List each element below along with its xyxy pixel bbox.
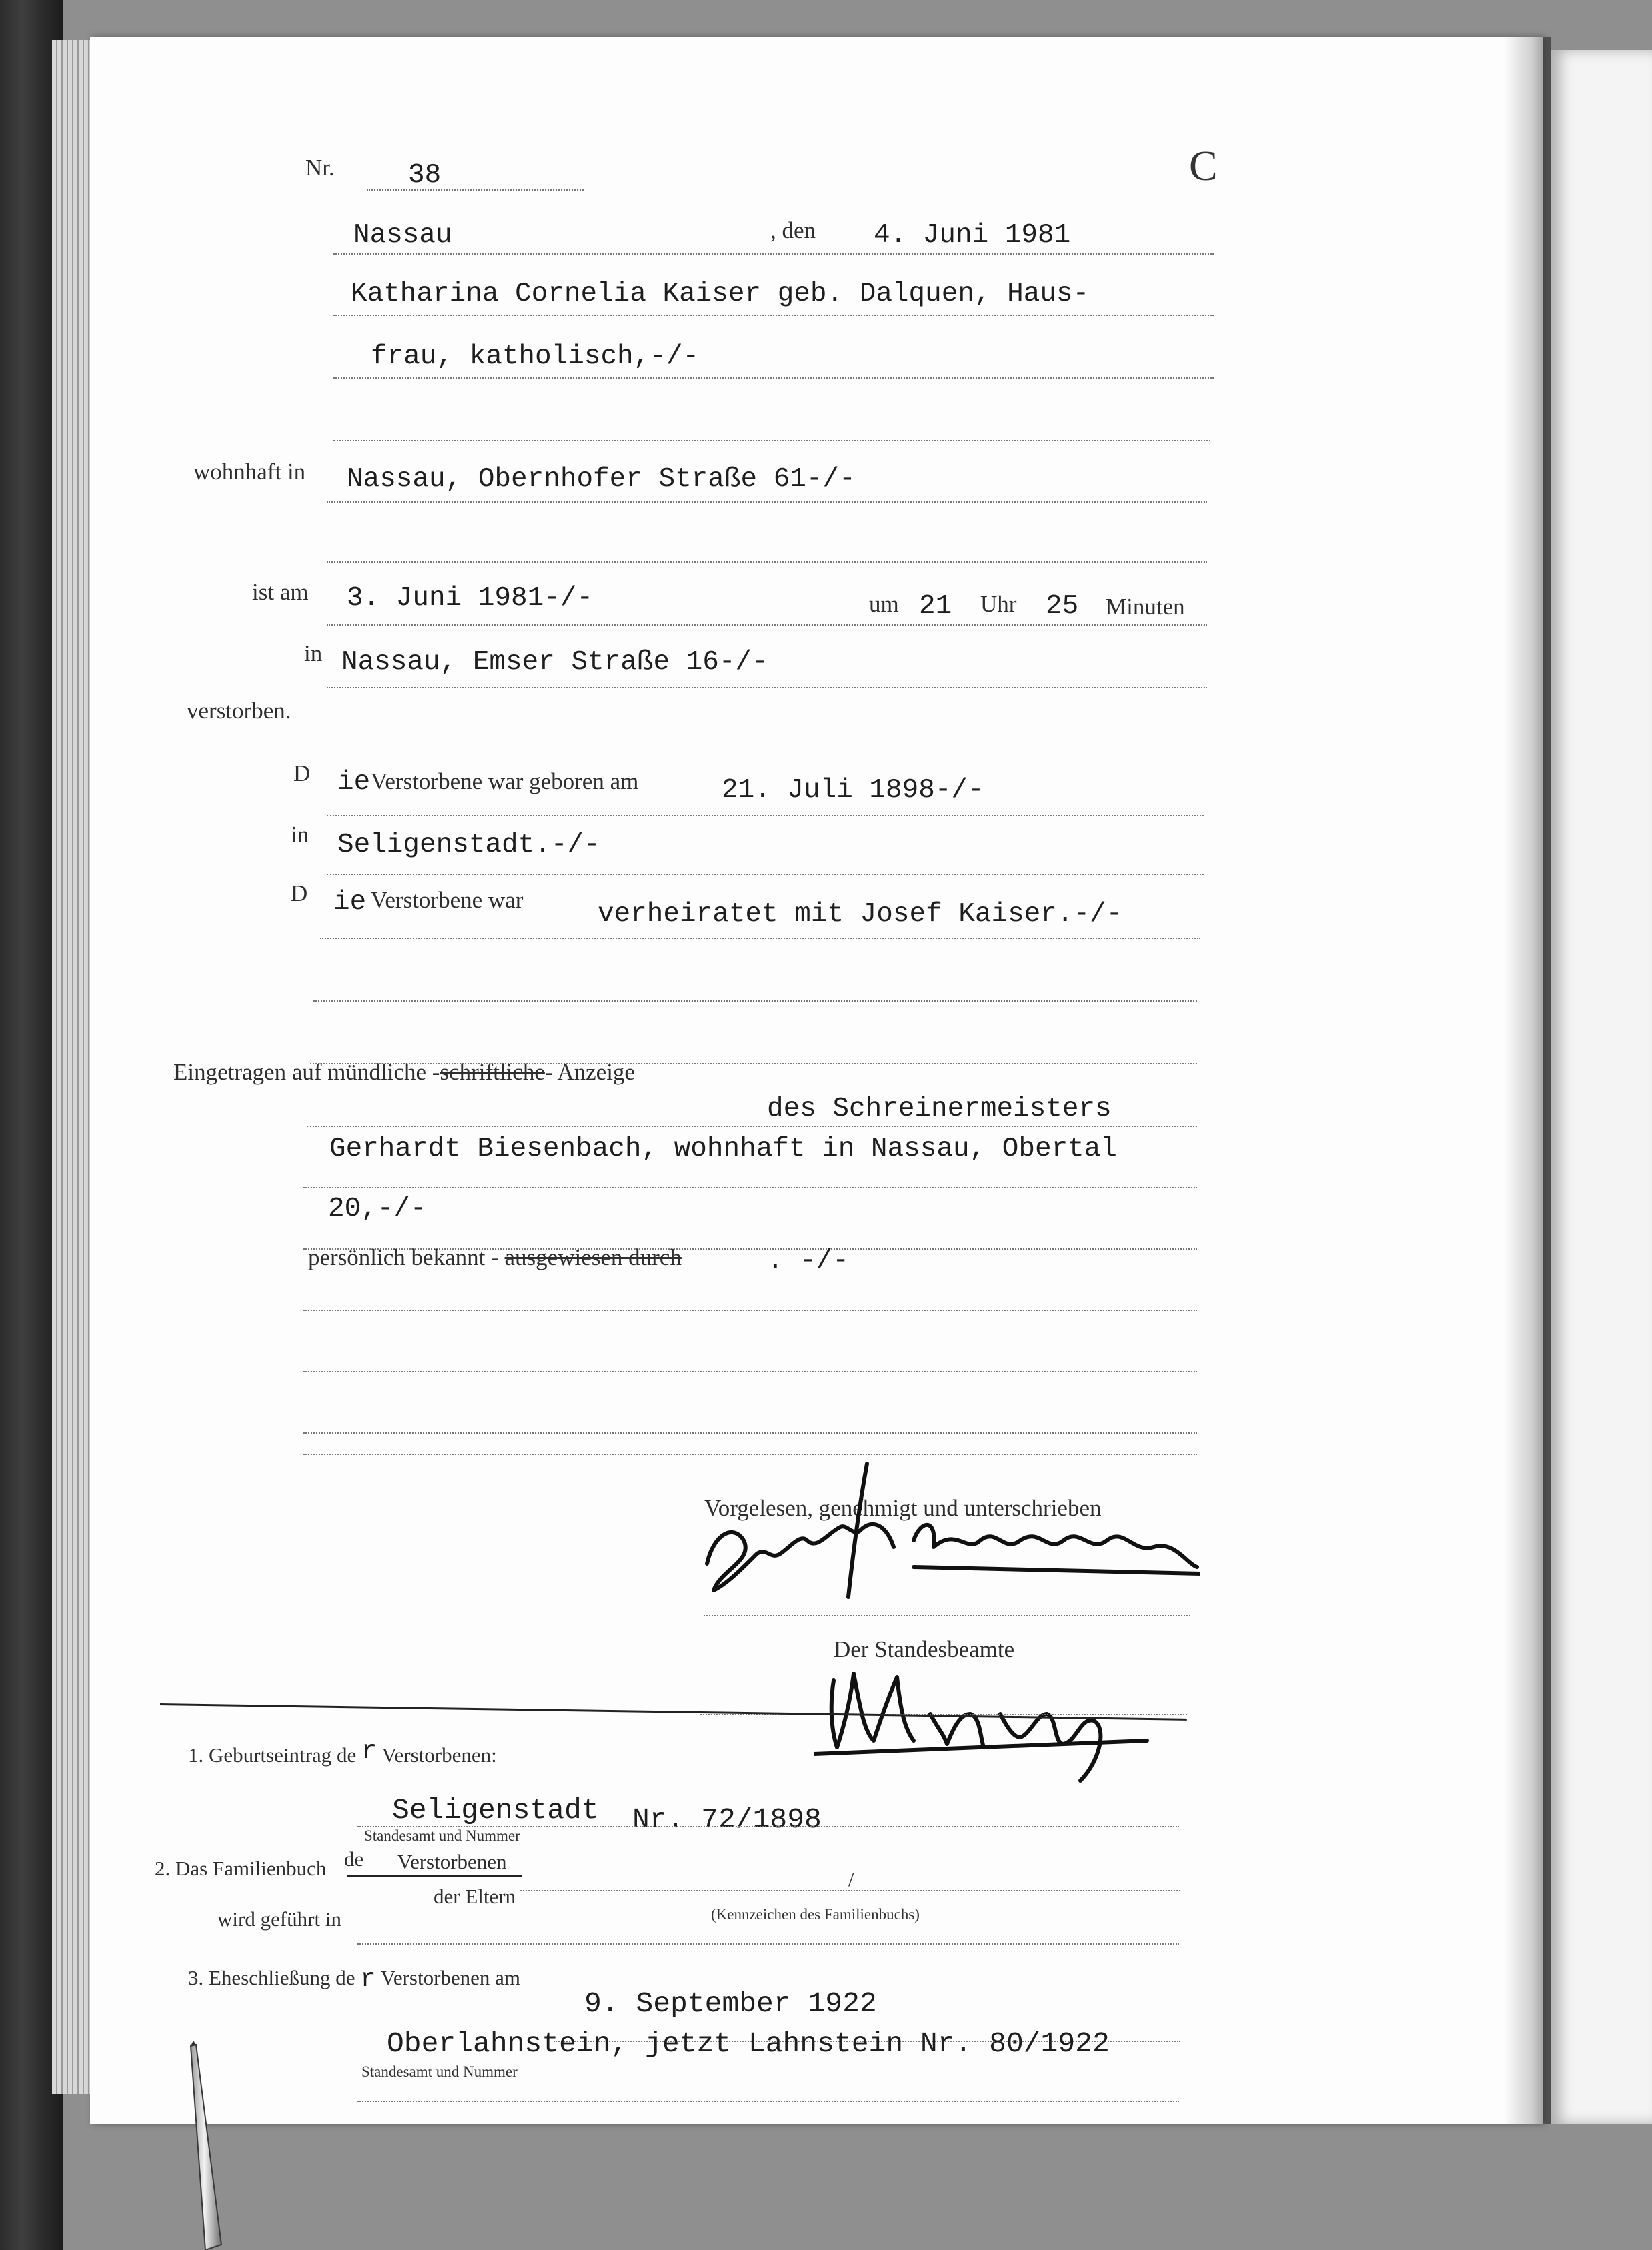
rule-birth-place — [327, 874, 1204, 875]
note2-caption: (Kennzeichen des Familienbuchs) — [711, 1906, 920, 1923]
nr-rule — [367, 189, 584, 191]
identity-value: . -/- — [767, 1246, 850, 1276]
marital-d-suffix: ie — [333, 887, 367, 918]
note3-label-start: 3. Eheschließung de — [188, 1966, 355, 1989]
rule-registration1 — [307, 1126, 1197, 1127]
person-line1: Katharina Cornelia Kaiser geb. Dalquen, Haus- — [351, 279, 1090, 309]
birth-d-prefix: D — [293, 760, 311, 786]
rule-person3 — [333, 440, 1210, 441]
nr-label: Nr. — [305, 155, 335, 181]
note1-suffix: r — [361, 1737, 377, 1766]
informant-signature-image — [694, 1454, 1200, 1627]
rule-informant-signature — [704, 1615, 1190, 1616]
marital-value: verheiratet mit Josef Kaiser.-/- — [598, 899, 1123, 930]
birth-d-suffix: ie — [337, 767, 371, 798]
registration-struck-written: schriftliche — [440, 1059, 545, 1085]
residence-value: Nassau, Obernhofer Straße 61-/- — [347, 464, 856, 495]
note3-label-end: Verstorbenen am — [380, 1966, 521, 1989]
registration-label-part2: - Anzeige — [544, 1059, 635, 1085]
note2-parents-option: der Eltern — [434, 1885, 516, 1908]
death-place-value: Nassau, Emser Straße 16-/- — [341, 647, 768, 678]
note3-suffix: r — [360, 1965, 376, 1994]
note2-slash: / — [848, 1867, 854, 1891]
rule-note3-place — [357, 2101, 1179, 2102]
uhr-label: Uhr — [980, 591, 1017, 617]
note2-kept-label: wird geführt in — [217, 1907, 341, 1931]
note1-number: Nr. 72/1898 — [632, 1803, 822, 1836]
note3-caption: Standesamt und Nummer — [361, 2063, 518, 2080]
nr-value: 38 — [408, 160, 442, 191]
registration-value-line2: Gerhardt Biesenbach, wohnhaft in Nassau, Obertal — [329, 1134, 1117, 1164]
death-date-value: 3. Juni 1981-/- — [347, 583, 594, 614]
minuten-label: Minuten — [1106, 594, 1185, 620]
registration-label — [173, 1059, 635, 1086]
rule-blank2 — [303, 1432, 1197, 1434]
date-value: 4. Juni 1981 — [874, 220, 1071, 251]
rule-marital2 — [313, 1000, 1197, 1002]
death-date-label: ist am — [252, 579, 309, 605]
birth-date-value: 21. Juli 1898-/- — [722, 775, 984, 806]
rule-death-place — [327, 687, 1207, 688]
marital-label: Verstorbene war — [371, 887, 524, 913]
note1-office: Seligenstadt — [392, 1794, 599, 1827]
note2-label: 2. Das Familienbuch — [155, 1857, 327, 1880]
form-letter: C — [1189, 142, 1218, 189]
page-edges — [52, 40, 92, 2094]
marital-d-prefix: D — [291, 880, 308, 906]
note1-label-start: 1. Geburtseintrag de — [188, 1743, 357, 1767]
note1-label-end: Verstorbenen: — [381, 1743, 497, 1767]
death-hour: 21 — [919, 591, 952, 622]
rule-identity — [303, 1310, 1197, 1311]
rule-residence — [327, 501, 1207, 503]
rule-death-date — [327, 624, 1207, 626]
note3-label — [188, 1963, 520, 1993]
identity-label — [308, 1244, 682, 1271]
den-label: , den — [770, 217, 816, 243]
residence-label: wohnhaft in — [193, 459, 306, 485]
rule-person1 — [333, 315, 1214, 316]
verstorben-label: verstorben. — [187, 698, 291, 724]
pen-pointer-image — [179, 2041, 239, 2250]
registrar-signature-image — [814, 1627, 1160, 1787]
rule-note2 — [520, 1890, 1180, 1891]
read-approved-label: Vorgelesen, genehmigt und unterschrieben — [704, 1495, 1102, 1521]
rule-residence2 — [327, 561, 1207, 563]
birth-place-value: Seligenstadt.-/- — [337, 830, 600, 860]
rule-note2-kept — [357, 1943, 1179, 1945]
rule-note1 — [357, 1826, 1179, 1827]
rule-person2 — [333, 377, 1214, 379]
note3-date: 9. September 1922 — [584, 1987, 877, 2020]
person-line2: frau, katholisch,-/- — [371, 341, 700, 372]
um-label: um — [869, 591, 899, 617]
birth-label: Verstorbene war geboren am — [371, 768, 639, 794]
registrar-label: Der Standesbeamte — [834, 1636, 1015, 1662]
rule-birth-date — [327, 815, 1204, 816]
note1-label — [188, 1737, 497, 1770]
note2-deceased-option: Verstorbenen — [397, 1850, 507, 1873]
rule-registration2 — [303, 1187, 1197, 1188]
rule-blank1 — [303, 1371, 1197, 1372]
rule-marital — [320, 938, 1200, 939]
rule-date — [333, 253, 1214, 255]
note1-caption: Standesamt und Nummer — [364, 1827, 520, 1844]
facing-page — [1551, 50, 1652, 2124]
page-gutter — [1504, 37, 1551, 2124]
registration-value-line1: des Schreinermeisters — [767, 1094, 1112, 1124]
place-value: Nassau — [353, 220, 452, 251]
death-place-label: in — [304, 640, 323, 666]
registration-label-part1: Eingetragen auf mündliche - — [173, 1059, 440, 1085]
identity-label-part1: persönlich bekannt - — [308, 1244, 499, 1270]
registration-value-line3: 20,-/- — [328, 1194, 427, 1224]
note2-option-divider — [347, 1875, 522, 1877]
identity-struck: ausgewiesen durch — [504, 1244, 682, 1270]
note2-de: de — [344, 1847, 364, 1871]
birth-place-label: in — [291, 822, 309, 848]
note3-place: Oberlahnstein, jetzt Lahnstein Nr. 80/1922 — [387, 2027, 1110, 2060]
death-minutes: 25 — [1046, 591, 1079, 622]
